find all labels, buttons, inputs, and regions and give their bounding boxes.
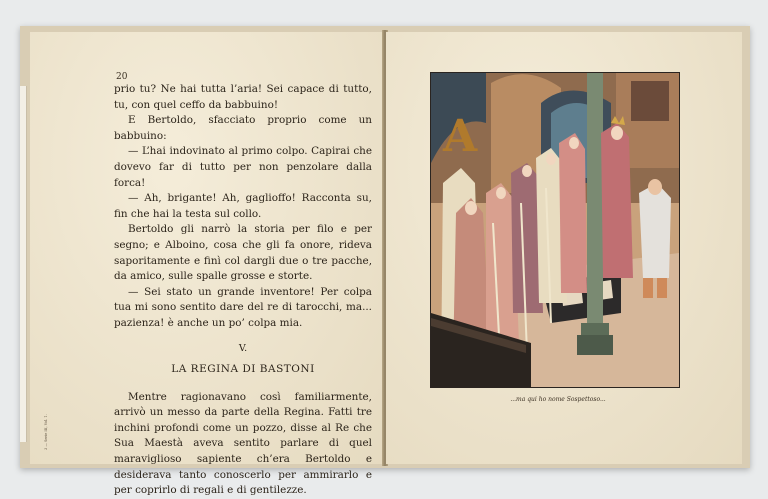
paragraph-6: — Sei stato un grande inventore! Per colpa tua mi sono sentito dare del re di tarocchi, ma... pazienza! è anche un po’ colpa mia. — [114, 285, 372, 329]
left-page — [30, 32, 385, 497]
chapter-title: LA REGINA DI BASTONI — [171, 363, 315, 376]
open-book — [20, 26, 750, 497]
body-text — [114, 82, 372, 499]
paragraph-2: E Bertoldo, sfacciato proprio come un babbuino: — [114, 114, 372, 142]
chapter-paragraph: Mentre ragionavano così familiarmente, arrivò un messo da parte della Regina. Fatti tre inchini profondi come un pozzo, disse al Re che Sua Maestà aveva sentito parlare di quel maraviglioso sapiente ch’era Bertoldo e desiderava tanto conoscerlo per ammirarlo e per coprirlo di regali e di gentilezze. — [114, 390, 372, 497]
paragraph-3: — L’hai indovinato al primo colpo. Capirai che dovevo far di tutto per non penzolare dalla forca! — [114, 145, 372, 189]
svg-text:A: A — [443, 111, 478, 162]
illustration-caption: ...ma qui ho nome Sospettoso... — [510, 396, 606, 403]
printer-signature: 3 — Serie III, Vol. 1. — [44, 414, 48, 450]
illustration-drawing — [431, 73, 679, 387]
court-scene-illustration — [430, 72, 680, 388]
page-number: 20 — [116, 72, 128, 82]
right-page — [386, 32, 742, 464]
left-spine-edge — [20, 86, 27, 442]
paragraph-5: Bertoldo gli narrò la storia per filo e per segno; e Alboino, cosa che gli fa onore, rideva saporitamente e finì col dargli due o tre pacche, da amico, sulle spalle grosse e storte. — [114, 223, 372, 283]
paragraph-4: — Ah, brigante! Ah, gaglioffo! Racconta su, fin che hai la testa sul collo. — [114, 192, 372, 220]
chapter-number: V. — [238, 342, 248, 354]
paragraph-1: prio tu? Ne hai tutta l’aria! Sei capace di tutto, tu, con quel ceffo da babbuino! — [114, 83, 372, 111]
